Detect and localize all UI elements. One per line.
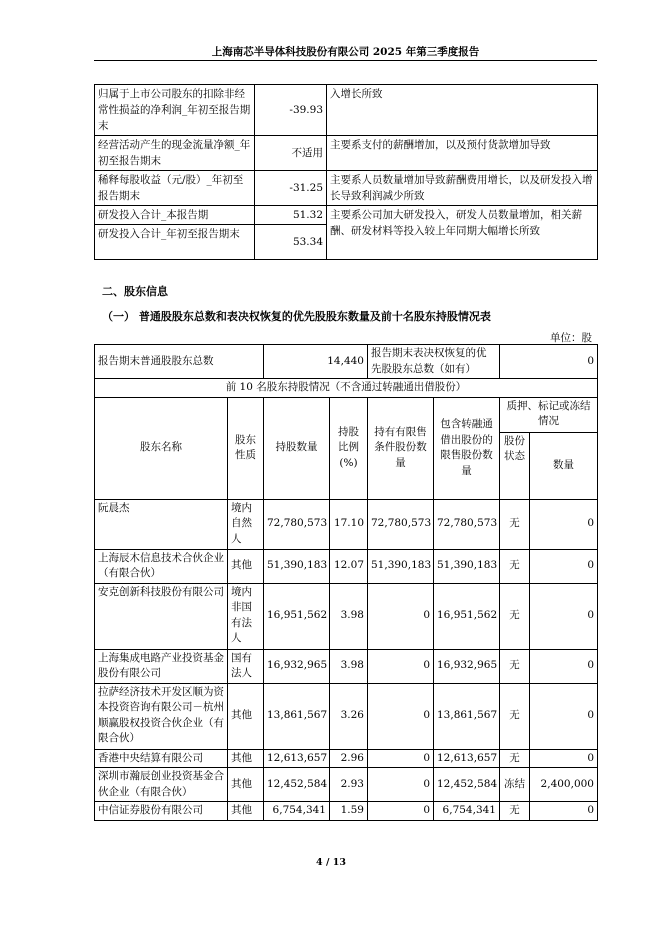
shareholder-name: 香港中央结算有限公司 (95, 749, 228, 768)
shareholder-pledge-qty: 0 (530, 749, 598, 768)
shareholder-shares: 16,951,562 (264, 583, 330, 649)
total-shareholders-label: 报告期末普通股股东总数 (95, 345, 264, 379)
metric-reason: 主要系人员数量增加导致薪酬费用增长，以及研发投入增长导致利润减少所致 (327, 171, 598, 206)
shareholder-name: 安克创新科技股份有限公司 (95, 583, 228, 649)
shareholder-restricted: 0 (368, 768, 434, 802)
shareholder-shares: 6,754,341 (264, 802, 330, 821)
shareholder-pledge-status: 无 (500, 683, 530, 749)
top10-caption: 前 10 名股东持股情况（不含通过转融通出借股份） (95, 379, 598, 398)
shareholder-restricted: 0 (368, 649, 434, 683)
table-row (95, 379, 598, 398)
shareholder-pledge-status: 冻结 (500, 768, 530, 802)
shareholder-nature: 其他 (228, 802, 264, 821)
header-pledge: 质押、标记或冻结情况 (500, 397, 598, 432)
header-pledge-qty: 数量 (530, 432, 598, 499)
table-row (95, 802, 598, 821)
shareholder-restricted: 0 (368, 683, 434, 749)
header-restricted: 持有有限售条件股份数量 (368, 397, 434, 499)
shareholder-pledge-qty: 0 (530, 802, 598, 821)
shareholder-nature: 国有法人 (228, 649, 264, 683)
metric-value: 53.34 (255, 225, 327, 260)
header-rule (94, 60, 597, 61)
header-name: 股东名称 (95, 397, 228, 499)
table-row (95, 549, 598, 583)
section-title: 二、股东信息 (102, 285, 168, 298)
table-row (95, 136, 598, 171)
shareholder-restricted-incl: 12,452,584 (434, 768, 500, 802)
table-row (95, 345, 598, 379)
page-header: 上海南芯半导体科技股份有限公司 2025 年第三季度报告 (211, 46, 480, 58)
header-shares: 持股数量 (264, 397, 330, 499)
shareholder-restricted-incl: 51,390,183 (434, 549, 500, 583)
shareholder-ratio: 2.93 (330, 768, 368, 802)
shareholder-nature: 其他 (228, 683, 264, 749)
shareholder-restricted: 51,390,183 (368, 549, 434, 583)
metric-label: 经营活动产生的现金流量净额_年初至报告期末 (95, 136, 255, 171)
shareholder-shares: 16,932,965 (264, 649, 330, 683)
shareholder-name: 深圳市瀚辰创业投资基金合伙企业（有限合伙） (95, 768, 228, 802)
shareholder-restricted: 72,780,573 (368, 499, 434, 549)
shareholder-restricted-incl: 12,613,657 (434, 749, 500, 768)
shareholder-nature: 其他 (228, 749, 264, 768)
shareholder-shares: 13,861,567 (264, 683, 330, 749)
page-number: 4 / 13 (316, 857, 346, 868)
shareholder-restricted-incl: 13,861,567 (434, 683, 500, 749)
metric-label: 稀释每股收益（元/股）_年初至报告期末 (95, 171, 255, 206)
metric-value: 不适用 (255, 136, 327, 171)
shareholder-shares: 12,613,657 (264, 749, 330, 768)
shareholder-name: 上海集成电路产业投资基金股份有限公司 (95, 649, 228, 683)
shareholder-ratio: 3.26 (330, 683, 368, 749)
metric-value: -31.25 (255, 171, 327, 206)
header-restricted-incl: 包含转融通借出股份的限售股份数量 (434, 397, 500, 499)
shareholder-pledge-status: 无 (500, 749, 530, 768)
shareholder-pledge-status: 无 (500, 583, 530, 649)
table-row (95, 499, 598, 549)
shareholder-pledge-qty: 0 (530, 499, 598, 549)
shareholder-pledge-status: 无 (500, 802, 530, 821)
shareholder-shares: 12,452,584 (264, 768, 330, 802)
shareholder-pledge-qty: 0 (530, 583, 598, 649)
shareholder-pledge-qty: 0 (530, 683, 598, 749)
table-header-row (95, 397, 598, 432)
metric-label: 研发投入合计_年初至报告期末 (95, 225, 255, 260)
shareholder-nature: 境内非国有法人 (228, 583, 264, 649)
metric-reason: 主要系公司加大研发投入，研发人员数量增加，相关薪酬、研发材料等投入较上年同期大幅增长所致 (327, 206, 598, 260)
shareholder-restricted: 0 (368, 749, 434, 768)
preferred-shareholders-value: 0 (500, 345, 598, 379)
shareholder-restricted: 0 (368, 802, 434, 821)
header-nature: 股东性质 (228, 397, 264, 499)
shareholder-name: 拉萨经济技术开发区顺为资本投资咨询有限公司－杭州顺赢股权投资合伙企业（有限合伙） (95, 683, 228, 749)
header-pledge-status: 股份状态 (500, 432, 530, 499)
preferred-shareholders-label: 报告期末表决权恢复的优先股股东总数（如有） (368, 345, 500, 379)
shareholder-name: 中信证券股份有限公司 (95, 802, 228, 821)
shareholder-ratio: 12.07 (330, 549, 368, 583)
shareholder-restricted-incl: 16,951,562 (434, 583, 500, 649)
total-shareholders-value: 14,440 (264, 345, 368, 379)
shareholders-table (94, 344, 598, 821)
shareholder-pledge-qty: 0 (530, 549, 598, 583)
metric-value: -39.93 (255, 85, 327, 136)
table-row (95, 683, 598, 749)
shareholder-nature: 其他 (228, 549, 264, 583)
metric-value: 51.32 (255, 206, 327, 225)
shareholder-pledge-status: 无 (500, 549, 530, 583)
subsection-title: （一） 普通股股东总数和表决权恢复的优先股股东数量及前十名股东持股情况表 (102, 310, 491, 323)
shareholder-name: 上海辰木信息技术合伙企业（有限合伙） (95, 549, 228, 583)
shareholder-name: 阮晨杰 (95, 499, 228, 549)
shareholder-pledge-status: 无 (500, 499, 530, 549)
shareholder-shares: 72,780,573 (264, 499, 330, 549)
metrics-table (94, 84, 598, 260)
table-row (95, 749, 598, 768)
table-row (95, 85, 598, 136)
table-row (95, 171, 598, 206)
metric-reason: 主要系支付的薪酬增加，以及预付货款增加导致 (327, 136, 598, 171)
table-row (95, 649, 598, 683)
shareholder-ratio: 3.98 (330, 649, 368, 683)
shareholder-restricted-incl: 72,780,573 (434, 499, 500, 549)
metric-reason: 入增长所致 (327, 85, 598, 136)
table-row (95, 583, 598, 649)
shareholder-ratio: 3.98 (330, 583, 368, 649)
shareholder-nature: 其他 (228, 768, 264, 802)
table-row (95, 768, 598, 802)
metric-label: 研发投入合计_本报告期 (95, 206, 255, 225)
metric-label: 归属于上市公司股东的扣除非经常性损益的净利润_年初至报告期末 (95, 85, 255, 136)
shareholder-restricted-incl: 16,932,965 (434, 649, 500, 683)
shareholder-nature: 境内自然人 (228, 499, 264, 549)
unit-label: 单位：股 (550, 332, 592, 344)
shareholder-ratio: 2.96 (330, 749, 368, 768)
shareholder-pledge-qty: 2,400,000 (530, 768, 598, 802)
shareholder-ratio: 1.59 (330, 802, 368, 821)
shareholder-restricted-incl: 6,754,341 (434, 802, 500, 821)
shareholder-restricted: 0 (368, 583, 434, 649)
table-row (95, 206, 598, 225)
shareholder-ratio: 17.10 (330, 499, 368, 549)
shareholder-pledge-qty: 0 (530, 649, 598, 683)
shareholder-shares: 51,390,183 (264, 549, 330, 583)
header-ratio: 持股比例(%) (330, 397, 368, 499)
shareholder-pledge-status: 无 (500, 649, 530, 683)
